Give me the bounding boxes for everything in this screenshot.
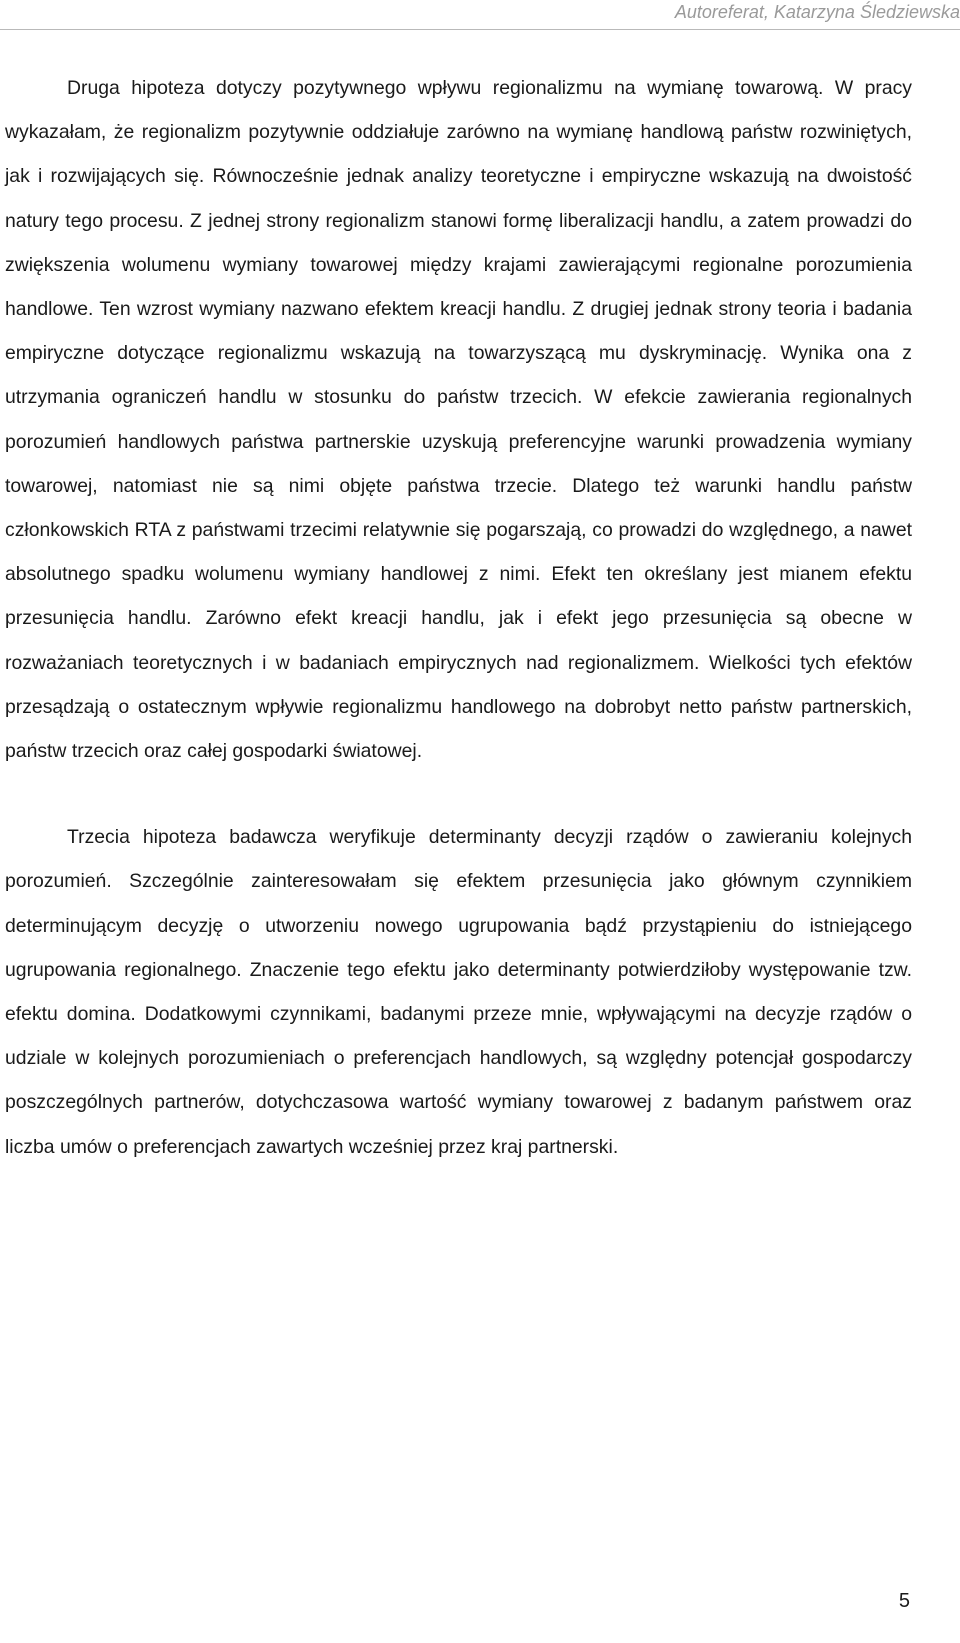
running-header <box>0 0 960 30</box>
running-header-title: Autoreferat, Katarzyna Śledziewska <box>674 2 960 22</box>
paragraph-second-hypothesis: Druga hipoteza dotyczy pozytywnego wpływu regionalizmu na wymianę towarową. W pracy wykazałam, że regionalizm pozytywnie oddziałuje zarówno na wymianę handlową państw rozwiniętych, jak i rozwijających się. Równocześnie jednak analizy teoretyczne i empiryczne wskazują na dwoistość natury tego procesu. Z jednej strony regionalizm stanowi formę liberalizacji handlu, a zatem prowadzi do zwiększenia wolumenu wymiany towarowej między krajami zawierającymi regionalne porozumienia handlowe. Ten wzrost wymiany nazwano efektem kreacji handlu. Z drugiej jednak strony teoria i badania empiryczne dotyczące regionalizmu wskazują na towarzyszącą mu dyskryminację. Wynika ona z utrzymania ograniczeń handlu w stosunku do państw trzecich. W efekcie zawierania regionalnych porozumień handlowych państwa partnerskie uzyskują preferencyjne warunki prowadzenia wymiany towarowej, natomiast nie są nimi objęte państwa trzecie. Dlatego też warunki handlu państw członkowskich RTA z państwami trzecimi relatywnie się pogarszają, co prowadzi do względnego, a nawet absolutnego spadku wolumenu wymiany handlowej z nimi. Efekt ten określany jest mianem efektu przesunięcia handlu. Zarówno efekt kreacji handlu, jak i efekt jego przesunięcia są obecne w rozważaniach teoretycznych i w badaniach empirycznych nad regionalizmem. Wielkości tych efektów przesądzają o ostatecznym wpływie regionalizmu handlowego na dobrobyt netto państw partnerskich, państw trzecich oraz całej gospodarki światowej. <box>5 77 912 763</box>
page-number: 5 <box>898 1590 910 1612</box>
paragraph-third-hypothesis: Trzecia hipoteza badawcza weryfikuje determinanty decyzji rządów o zawieraniu kolejnych porozumień. Szczególnie zainteresowałam się efektem przesunięcia jako głównym czynnikiem determinującym decyzję o utworzeniu nowego ugrupowania bądź przystąpieniu do istniejącego ugrupowania regionalnego. Znaczenie tego efektu jako determinanty potwierdziłoby występowanie tzw. efektu domina. Dodatkowymi czynnikami, badanymi przeze mnie, wpływającymi na decyzje rządów o udziale w kolejnych porozumieniach o preferencjach handlowych, są względny potencjał gospodarczy poszczególnych partnerów, dotychczasowa wartość wymiany towarowej z badanym państwem oraz liczba umów o preferencjach zawartych wcześniej przez kraj partnerski. <box>5 826 912 1158</box>
document-body <box>5 66 912 1169</box>
